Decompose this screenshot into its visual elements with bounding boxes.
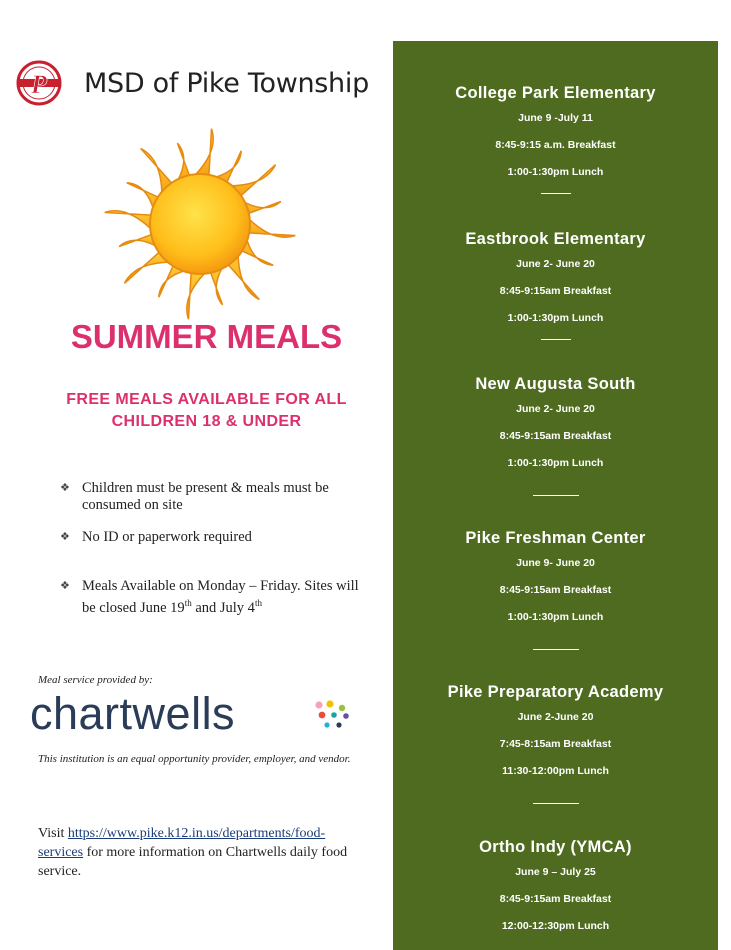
site-dates: June 2- June 20 (516, 258, 595, 270)
site-breakfast: 8:45-9:15 a.m. Breakfast (495, 139, 616, 151)
page-title: SUMMER MEALS (70, 318, 343, 355)
site-block (393, 372, 718, 496)
eeo-statement: This institution is an equal opportunity provider, employer, and vendor. (38, 753, 351, 765)
site-block (393, 227, 718, 340)
site-block (393, 680, 718, 804)
site-name: Pike Freshman Center (465, 529, 646, 547)
site-name: New Augusta South (475, 375, 636, 393)
site-breakfast: 8:45-9:15am Breakfast (499, 430, 612, 442)
chartwells-dots-icon (313, 700, 353, 730)
site-block (393, 835, 718, 940)
food-services-link[interactable]: https://www.pike.k12.in.us/departments/food-services (38, 826, 326, 860)
site-breakfast: 8:45-9:15am Breakfast (499, 285, 612, 297)
site-breakfast: 8:45-9:15am Breakfast (499, 584, 612, 596)
divider (533, 495, 579, 496)
site-lunch: 1:00-1:30pm Lunch (507, 457, 604, 469)
sun-ray (105, 211, 155, 233)
site-lunch: 1:00-1:30pm Lunch (507, 611, 604, 623)
site-name: Eastbrook Elementary (465, 230, 646, 248)
visit-text: Visit https://www.pike.k12.in.us/departments/food-services for more information on Chartwells daily food service. (38, 826, 348, 879)
logo-letter: P (31, 70, 47, 99)
bullet-item (60, 529, 370, 546)
district-name: MSD of Pike Township (84, 68, 369, 99)
site-name: Pike Preparatory Academy (447, 683, 664, 701)
bullet-text: No ID or paperwork required (82, 529, 252, 545)
sun-ray (187, 269, 209, 319)
divider (541, 193, 571, 194)
provider-label: Meal service provided by: (38, 674, 153, 686)
site-block (393, 526, 718, 650)
chartwells-wordmark: chartwells (30, 688, 236, 739)
site-lunch: 12:00-12:30pm Lunch (501, 920, 610, 932)
sun-ray (191, 129, 213, 179)
sun-icon (100, 124, 300, 324)
bullet-item (60, 578, 370, 617)
divider (533, 649, 579, 650)
site-lunch: 1:00-1:30pm Lunch (507, 166, 604, 178)
bullet-diamond-icon: ❖ (60, 482, 70, 494)
chartwells-logo (30, 688, 360, 744)
district-logo (12, 60, 66, 106)
site-dates: June 9- June 20 (516, 557, 595, 569)
site-breakfast: 8:45-9:15am Breakfast (499, 893, 612, 905)
bullet-diamond-icon: ❖ (60, 580, 70, 592)
subtitle-line: FREE MEALS AVAILABLE FOR ALL (66, 391, 347, 408)
divider (541, 339, 571, 340)
site-dates: June 9 -July 11 (518, 112, 593, 124)
sites-panel (393, 41, 718, 950)
site-lunch: 11:30-12:00pm Lunch (502, 765, 609, 777)
subtitle-line: CHILDREN 18 & UNDER (111, 413, 302, 430)
bullet-item (60, 480, 370, 514)
site-dates: June 9 – July 25 (515, 866, 596, 878)
site-block (393, 81, 718, 194)
site-name: Ortho Indy (YMCA) (479, 838, 632, 856)
bullet-text: Meals Available on Monday – Friday. Sites will be closed June 19th and July 4th (82, 578, 359, 616)
site-name: College Park Elementary (455, 84, 656, 102)
site-lunch: 1:00-1:30pm Lunch (507, 312, 604, 324)
site-dates: June 2-June 20 (517, 711, 594, 723)
bullet-text: Children must be present & meals must be consumed on site (82, 480, 329, 513)
divider (533, 803, 579, 804)
site-dates: June 2- June 20 (516, 403, 595, 415)
sun-ray (245, 215, 295, 237)
site-breakfast: 7:45-8:15am Breakfast (499, 738, 612, 750)
bullet-diamond-icon: ❖ (60, 531, 70, 543)
subtitle (30, 389, 383, 433)
